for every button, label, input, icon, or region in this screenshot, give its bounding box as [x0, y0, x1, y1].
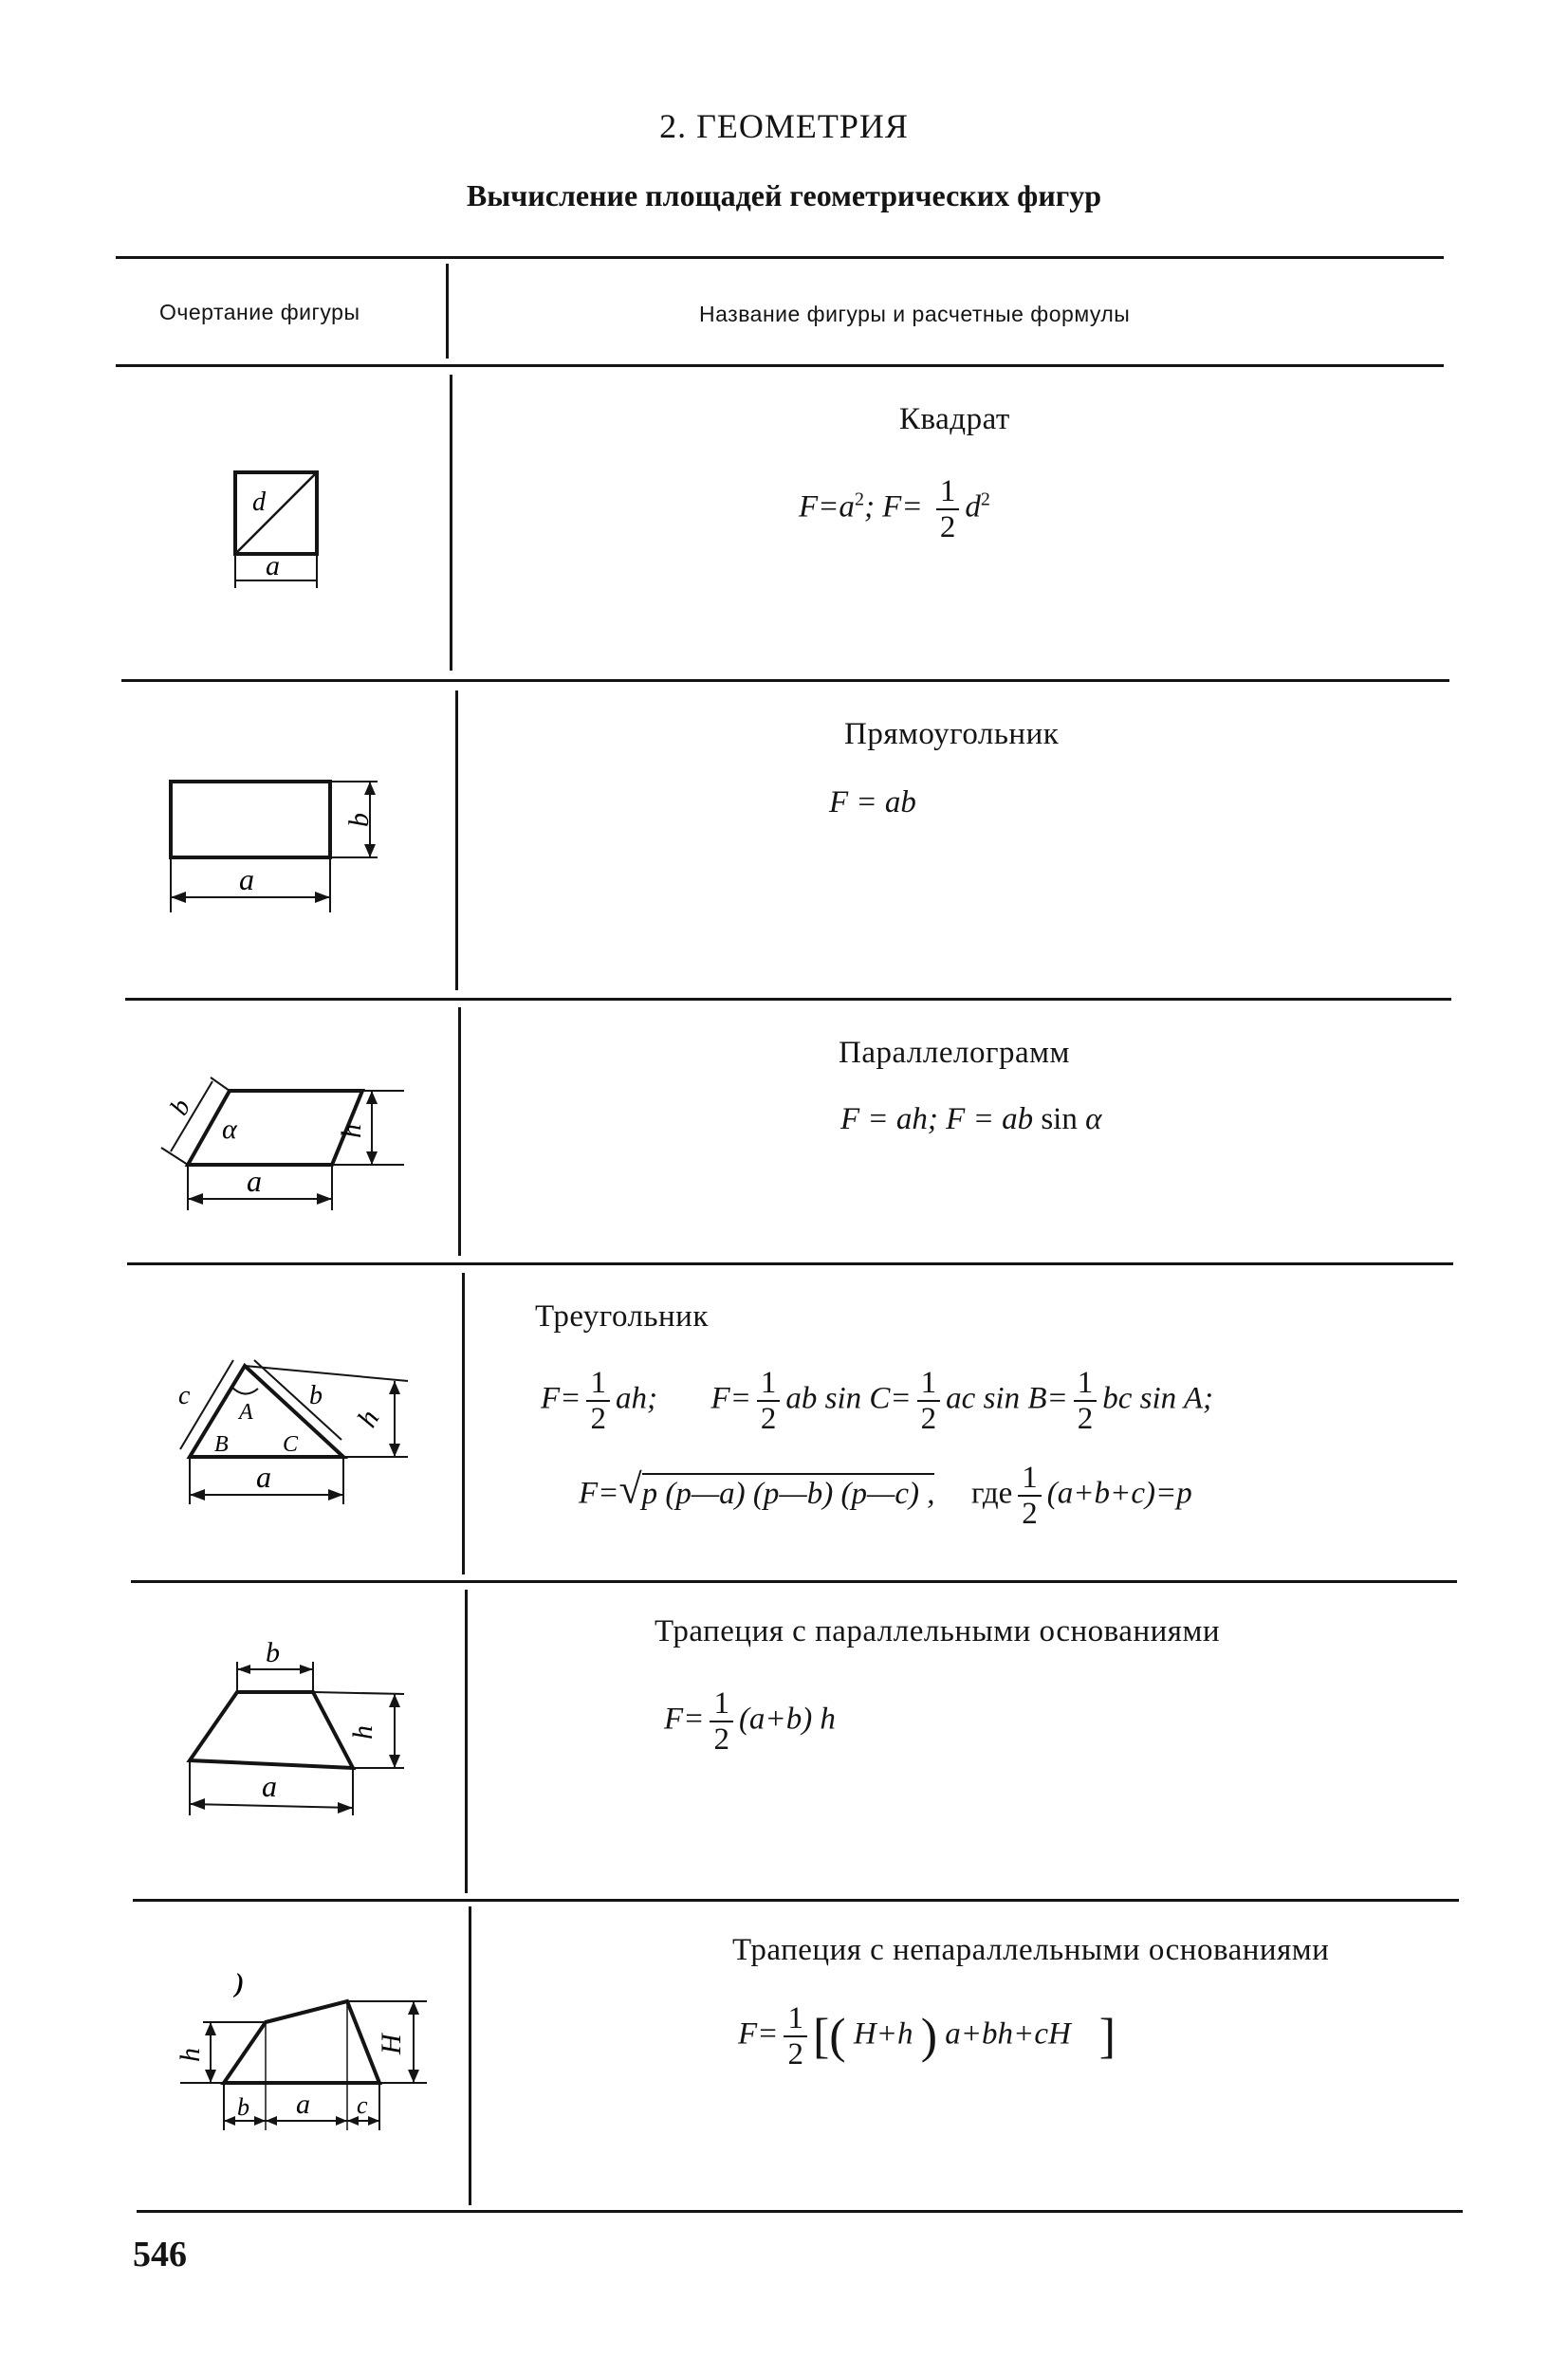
column-separator	[446, 264, 449, 359]
arrowhead	[408, 2001, 419, 2015]
formula-part: (a+b+c)=p	[1046, 1476, 1192, 1511]
formula-part: α	[1085, 1102, 1102, 1136]
fraction-denominator: 2	[1077, 1402, 1094, 1436]
column-separator	[455, 690, 458, 990]
section-title: 2. ГЕОМЕТРИЯ	[659, 107, 909, 145]
formula-part: F=	[710, 1381, 751, 1416]
row-divider	[127, 1262, 1453, 1265]
label-h: h	[351, 1404, 386, 1433]
label-a: a	[262, 1769, 277, 1803]
radical-sign: √	[618, 1465, 642, 1513]
fraction-numerator: 1	[784, 2001, 807, 2037]
arrowhead	[266, 2116, 277, 2126]
column-separator	[450, 375, 452, 671]
page-number: 546	[133, 2235, 187, 2274]
arrowhead	[368, 2116, 379, 2126]
label-a: a	[256, 1460, 271, 1494]
paren-close: )	[920, 2009, 938, 2064]
label-b: b	[309, 1381, 323, 1410]
dimension-extension	[313, 1692, 404, 1694]
arrowhead	[190, 1798, 205, 1810]
label-a: a	[296, 2089, 310, 2120]
table-top-rule	[116, 256, 1444, 259]
label-b: b	[343, 813, 375, 827]
fraction-numerator: 1	[917, 1366, 941, 1402]
arrowhead	[190, 1489, 205, 1500]
formula-part: H+h	[853, 2016, 913, 2052]
dimension-extension	[211, 1077, 230, 1091]
label-d: d	[252, 488, 266, 517]
arrowhead	[188, 1193, 203, 1205]
formula-part: ah;	[615, 1381, 657, 1416]
bracket-close: ]	[1098, 2009, 1116, 2064]
triangle-outline	[190, 1366, 343, 1457]
label-a: a	[247, 1164, 262, 1198]
column-header-formulas: Название фигуры и расчетные формулы	[699, 302, 1131, 326]
label-mark: )	[235, 1969, 245, 1998]
table-bottom-rule	[137, 2210, 1463, 2213]
arrowhead	[389, 1755, 400, 1768]
fraction-numerator: 1	[757, 1366, 781, 1402]
radicand: p (p—a) (p—b) (p—c) ,	[642, 1473, 935, 1511]
angle-arc	[231, 1387, 258, 1394]
arrowhead	[315, 892, 330, 903]
label-B: B	[214, 1432, 229, 1457]
fraction-denominator: 2	[920, 1402, 937, 1436]
column-header-shape: Очертание фигуры	[159, 300, 360, 324]
formula-triangle-1	[541, 1366, 1213, 1436]
formula-trapezoid-nonparallel	[738, 2001, 1116, 2071]
label-a: a	[239, 862, 254, 896]
formula-part: F=	[738, 2016, 779, 2052]
fraction-denominator: 2	[590, 1402, 606, 1436]
arrowhead	[366, 1091, 378, 1104]
square-figure	[218, 455, 351, 598]
fraction-denominator: 2	[939, 510, 956, 544]
formula-square	[799, 474, 990, 544]
label-h: h	[347, 1725, 378, 1740]
label-A: A	[239, 1400, 253, 1425]
figure-name-parallelogram: Параллелограмм	[839, 1036, 1070, 1070]
triangle-figure	[152, 1328, 436, 1527]
label-b: b	[237, 2093, 249, 2121]
figure-name-rectangle: Прямоугольник	[844, 717, 1060, 751]
arrowhead	[237, 1665, 250, 1674]
fraction-numerator: 1	[1018, 1461, 1042, 1497]
trapezoid-parallel-figure	[171, 1635, 427, 1825]
label-c: c	[178, 1381, 191, 1410]
arrowhead	[389, 1381, 400, 1394]
formula-exponent: 2	[980, 488, 990, 510]
formula-parallelogram	[840, 1102, 1101, 1137]
label-h: h	[175, 2048, 206, 2062]
arrowhead	[408, 2070, 419, 2083]
column-separator	[462, 1273, 465, 1574]
table-title: Вычисление площадей геометрических фигур	[466, 178, 1102, 212]
fraction-numerator: 1	[1074, 1366, 1098, 1402]
label-a: a	[266, 550, 280, 581]
formula-where: где	[970, 1476, 1013, 1511]
trapezoid-nonparallel-figure	[161, 1969, 436, 2140]
arrowhead	[389, 1444, 400, 1457]
formula-part: F = ah; F = ab	[840, 1102, 1034, 1136]
formula-part: F=a	[799, 489, 855, 525]
formula-part: sin	[1033, 1102, 1086, 1136]
row-divider	[131, 1580, 1457, 1583]
formula-part: ab sin C=	[785, 1381, 912, 1416]
rectangle-figure	[159, 768, 397, 920]
figure-name-trapezoid-nonparallel: Трапеция с непараллельными основаниями	[732, 1933, 1330, 1967]
row-divider	[125, 998, 1451, 1001]
arrowhead	[364, 844, 376, 857]
label-c: c	[357, 2091, 368, 2119]
formula-part: ; F=	[863, 489, 923, 525]
header-bottom-rule	[116, 364, 1444, 367]
formula-part: bc sin A;	[1102, 1381, 1213, 1416]
column-separator	[469, 1906, 471, 2205]
formula-part: F=	[579, 1476, 619, 1511]
formula-part: d	[965, 489, 981, 525]
fraction-numerator: 1	[710, 1686, 733, 1722]
row-divider	[133, 1899, 1459, 1902]
formula-part: a+bh+cH	[945, 2016, 1071, 2052]
arrowhead	[205, 2070, 216, 2083]
arrowhead	[364, 782, 376, 795]
label-h: h	[336, 1124, 367, 1138]
arrowhead	[300, 1665, 313, 1674]
row-divider	[121, 679, 1449, 682]
trapezoid-outline	[190, 1692, 353, 1768]
fraction-denominator: 2	[1022, 1497, 1038, 1531]
paren-open: (	[829, 2009, 846, 2064]
formula-trapezoid-parallel	[664, 1686, 836, 1757]
formula-part: F=	[541, 1381, 581, 1416]
arrowhead	[317, 1193, 332, 1205]
column-separator	[458, 1007, 461, 1256]
fraction-denominator: 2	[787, 2037, 803, 2071]
label-C: C	[283, 1432, 299, 1457]
arrowhead	[205, 2022, 216, 2035]
arrowhead	[328, 1489, 343, 1500]
figure-name-triangle: Треугольник	[535, 1299, 709, 1334]
parallelogram-figure	[142, 1043, 427, 1224]
arrowhead	[336, 2116, 347, 2126]
figure-name-trapezoid-parallel: Трапеция с параллельными основаниями	[655, 1614, 1220, 1648]
column-separator	[465, 1590, 468, 1893]
arrowhead	[389, 1694, 400, 1707]
formula-triangle-heron	[579, 1461, 1192, 1531]
arrowhead	[338, 1802, 353, 1813]
arrowhead	[254, 2116, 266, 2126]
figure-name-square: Квадрат	[899, 402, 1010, 436]
fraction-denominator: 2	[760, 1402, 777, 1436]
formula-part: (a+b) h	[738, 1702, 836, 1737]
fraction-numerator: 1	[936, 474, 960, 510]
fraction-denominator: 2	[713, 1722, 729, 1757]
arrowhead	[171, 892, 186, 903]
trapezoid-outline	[224, 2001, 379, 2083]
dimension-line	[190, 1804, 353, 1808]
label-alpha: α	[222, 1114, 237, 1145]
formula-part: F=	[664, 1702, 705, 1737]
square-diagonal	[235, 472, 317, 554]
formula-exponent: 2	[854, 488, 864, 510]
arrowhead	[366, 1151, 378, 1165]
label-b: b	[164, 1094, 197, 1121]
rectangle-outline	[171, 782, 330, 857]
formula-rectangle: F = ab	[829, 785, 916, 819]
dimension-line	[254, 1360, 341, 1440]
bracket-open: [	[812, 2009, 830, 2064]
fraction-numerator: 1	[586, 1366, 610, 1402]
label-b: b	[266, 1637, 280, 1668]
label-H: H	[376, 2034, 407, 2054]
formula-part: ac sin B=	[946, 1381, 1068, 1416]
arrowhead	[224, 2116, 235, 2126]
dimension-extension	[161, 1148, 188, 1165]
